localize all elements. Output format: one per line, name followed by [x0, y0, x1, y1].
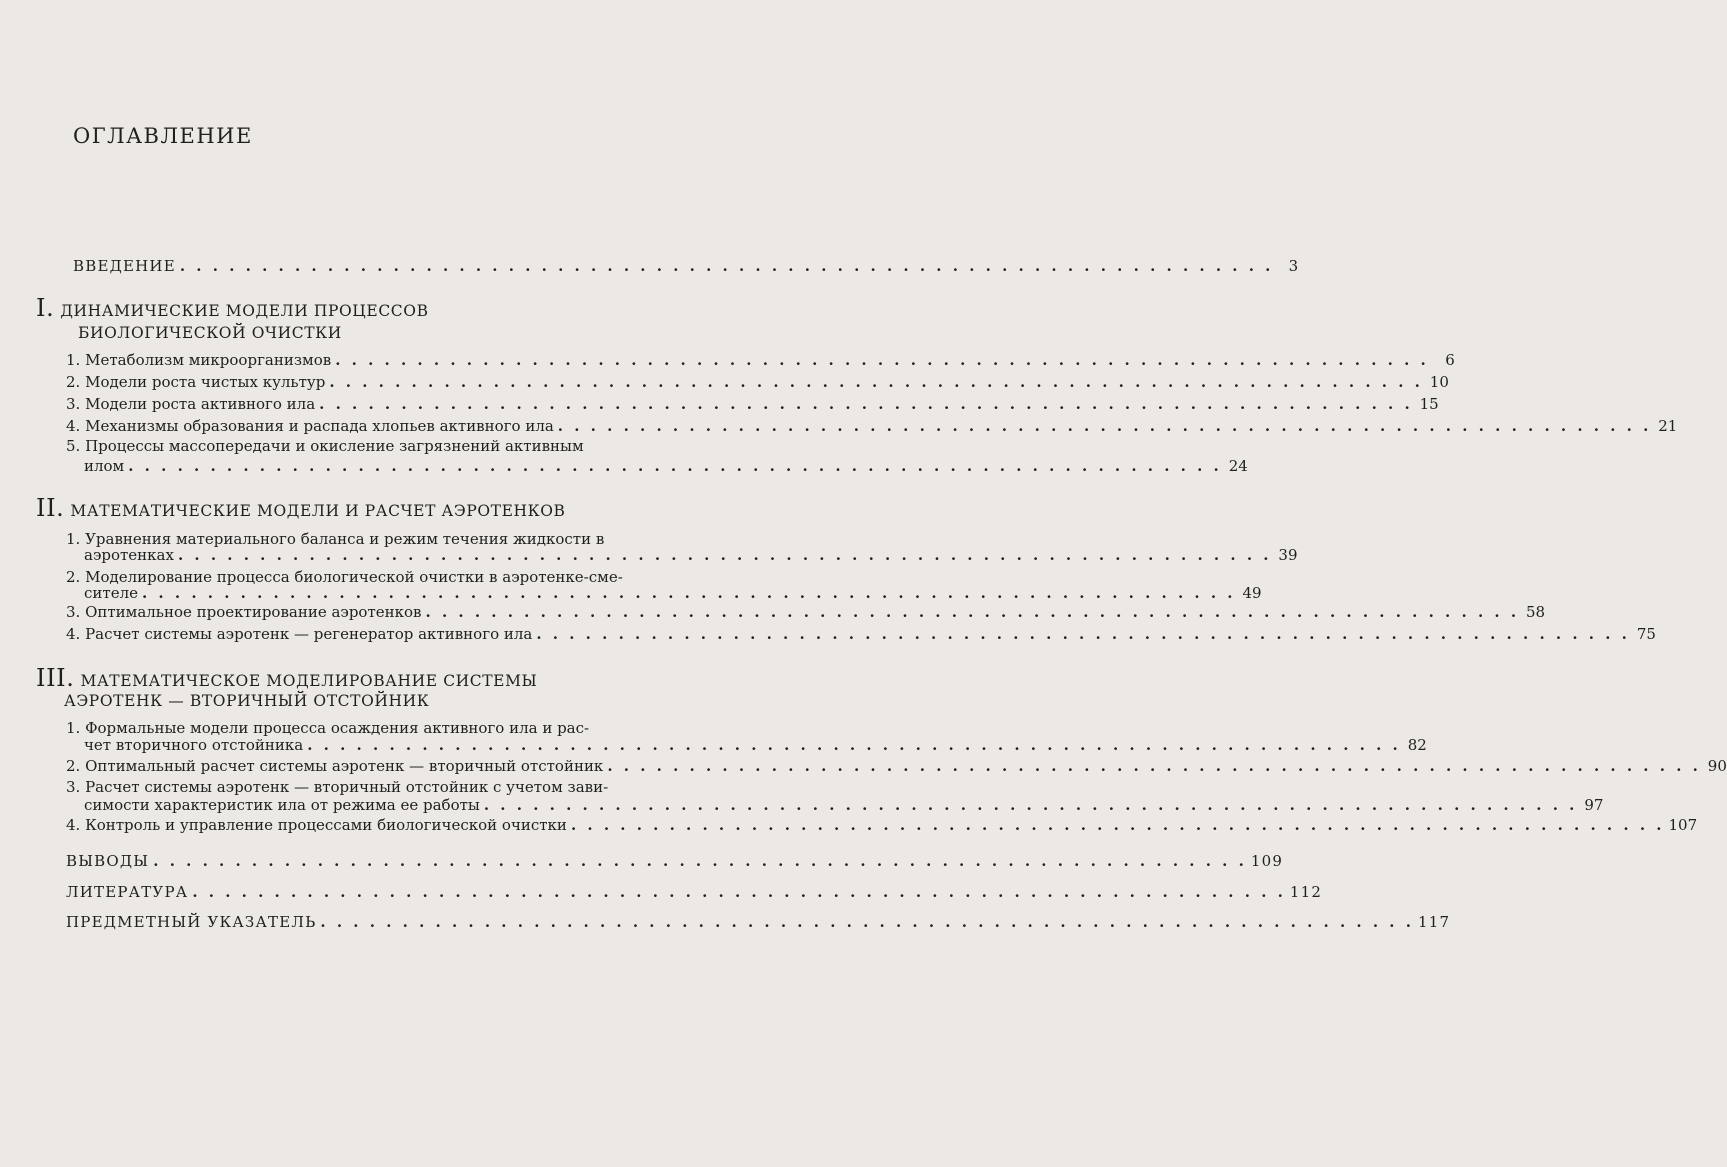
toc-entry	[84, 795, 1604, 816]
dot-leader: . . . . . . . . . . . . . . . . . . . . . . . . . . . . . . . . . . . . . . . . . . . . . . . . . . . . . . . . . . . . . . . . . . .	[177, 546, 1272, 564]
entry-label: аэротенках	[84, 546, 174, 564]
dot-leader: . . . . . . . . . . . . . . . . . . . . . . . . . . . . . . . . . . . . . . . . . . . . . . . . . . . . . . . . . . . . . . . . . . .	[192, 883, 1286, 901]
dot-leader: . . . . . . . . . . . . . . . . . . . . . . . . . . . . . . . . . . . . . . . . . . . . . . . . . . . . . . . . . . . . . . . . . . .	[425, 603, 1520, 621]
page-number: 15	[1419, 395, 1439, 413]
dot-leader: . . . . . . . . . . . . . . . . . . . . . . . . . . . . . . . . . . . . . . . . . . . . . . . . . . . . . . . . . . . . . . . . . . .	[570, 816, 1665, 834]
entry-label: 1. Метаболизм микроорганизмов	[66, 351, 332, 369]
dot-leader: . . . . . . . . . . . . . . . . . . . . . . . . . . . . . . . . . . . . . . . . . . . . . . . . . . . . . . . . . . . . . . . . . . .	[307, 736, 1401, 754]
toc-entry	[66, 416, 1678, 437]
page-number: 49	[1242, 584, 1262, 602]
toc-entry	[66, 815, 1698, 836]
page-title: ОГЛАВЛЕНИЕ	[73, 124, 253, 148]
section-heading-3	[36, 664, 537, 692]
entry-label-line1: 1. Формальные модели процесса осаждения активного ила и рас-	[66, 719, 590, 737]
toc-entry	[66, 756, 1727, 777]
section-heading-1	[36, 294, 429, 322]
dot-leader: . . . . . . . . . . . . . . . . . . . . . . . . . . . . . . . . . . . . . . . . . . . . . . . . . . . . . . . . . . . . . . . . . . .	[141, 584, 1236, 602]
entry-label: ЛИТЕРАТУРА	[66, 883, 189, 901]
page-number: 75	[1636, 625, 1656, 643]
page-number: 21	[1658, 417, 1678, 435]
section-heading-3-line2: АЭРОТЕНК — ВТОРИЧНЫЙ ОТСТОЙНИК	[64, 692, 430, 710]
entry-label-line1: 5. Процессы массопередачи и окисление загрязнений активным	[66, 437, 584, 455]
page-number: 90	[1707, 757, 1727, 775]
toc-entry-introduction	[73, 256, 1300, 277]
dot-leader: . . . . . . . . . . . . . . . . . . . . . . . . . . . . . . . . . . . . . . . . . . . . . . . . . . . . . . . . . . . . . . . . . . .	[335, 351, 1429, 369]
page-number: 6	[1445, 351, 1455, 369]
entry-label: 4. Расчет системы аэротенк — регенератор активного ила	[66, 625, 533, 643]
section-title-line1: МАТЕМАТИЧЕСКИЕ МОДЕЛИ И РАСЧЕТ АЭРОТЕНКОВ	[70, 502, 566, 520]
entry-label: илом	[84, 457, 125, 475]
toc-entry	[84, 583, 1262, 604]
entry-label-line1: 1. Уравнения материального баланса и режим течения жидкости в	[66, 530, 605, 548]
section-numeral: II.	[36, 494, 65, 522]
dot-leader: . . . . . . . . . . . . . . . . . . . . . . . . . . . . . . . . . . . . . . . . . . . . . . . . . . . . . . . . . . . . . . . . . . .	[329, 373, 1423, 391]
section-title-line1: ДИНАМИЧЕСКИЕ МОДЕЛИ ПРОЦЕССОВ	[60, 302, 429, 320]
entry-label: 2. Модели роста чистых культур	[66, 373, 326, 391]
toc-entry-conclusions	[66, 851, 1284, 872]
entry-label: 4. Контроль и управление процессами биологической очистки	[66, 816, 567, 834]
page-number: 117	[1417, 913, 1451, 931]
page-number: 10	[1429, 373, 1449, 391]
page-number: 109	[1250, 852, 1284, 870]
entry-label: 3. Оптимальное проектирование аэротенков	[66, 603, 422, 621]
entry-label: 3. Модели роста активного ила	[66, 395, 316, 413]
entry-label: симости характеристик ила от режима ее работы	[84, 796, 480, 814]
section-heading-1-line2: БИОЛОГИЧЕСКОЙ ОЧИСТКИ	[78, 324, 342, 342]
section-heading-2	[36, 494, 566, 522]
toc-entry	[66, 350, 1455, 371]
page-number: 24	[1228, 457, 1248, 475]
page-number: 112	[1289, 883, 1323, 901]
dot-leader: . . . . . . . . . . . . . . . . . . . . . . . . . . . . . . . . . . . . . . . . . . . . . . . . . . . . . . . . . . . . . . . . . . .	[607, 757, 1701, 775]
page-number: 82	[1407, 736, 1427, 754]
dot-leader: . . . . . . . . . . . . . . . . . . . . . . . . . . . . . . . . . . . . . . . . . . . . . . . . . . . . . . . . . . . . . . . . . . .	[536, 625, 1630, 643]
page-number: 58	[1525, 603, 1546, 621]
dot-leader: . . . . . . . . . . . . . . . . . . . . . . . . . . . . . . . . . . . . . . . . . . . . . . . . . . . . . . . . . . . . . . . . . . .	[128, 457, 1222, 475]
entry-label: ПРЕДМЕТНЫЙ УКАЗАТЕЛЬ	[66, 913, 317, 931]
section-numeral: III.	[36, 664, 75, 692]
entry-label-line1: 2. Моделирование процесса биологической очистки в аэротенке-сме-	[66, 568, 623, 586]
section-title-line1: МАТЕМАТИЧЕСКОЕ МОДЕЛИРОВАНИЕ СИСТЕМЫ	[80, 672, 538, 690]
page-number: 107	[1668, 816, 1698, 834]
toc-entry	[66, 602, 1546, 623]
entry-label-line1: 3. Расчет системы аэротенк — вторичный отстойник с учетом зави-	[66, 778, 609, 796]
page-number: 97	[1584, 796, 1604, 814]
toc-entry	[66, 624, 1656, 645]
entry-label: ВЫВОДЫ	[66, 852, 150, 870]
entry-label: 4. Механизмы образования и распада хлопьев активного ила	[66, 417, 554, 435]
toc-entry-literature	[66, 882, 1323, 903]
dot-leader: . . . . . . . . . . . . . . . . . . . . . . . . . . . . . . . . . . . . . . . . . . . . . . . . . . . . . . . . . . . . . . . . . . .	[153, 852, 1247, 870]
page-number: 39	[1278, 546, 1298, 564]
entry-label: чет вторичного отстойника	[84, 736, 304, 754]
toc-entry	[84, 545, 1298, 566]
page-number: 3	[1288, 257, 1300, 275]
toc-entry	[66, 372, 1449, 393]
dot-leader: . . . . . . . . . . . . . . . . . . . . . . . . . . . . . . . . . . . . . . . . . . . . . . . . . . . . . . . . . . . . . . . . . . .	[557, 417, 1652, 435]
entry-label: 2. Оптимальный расчет системы аэротенк — вторичный отстойник	[66, 757, 604, 775]
dot-leader: . . . . . . . . . . . . . . . . . . . . . . . . . . . . . . . . . . . . . . . . . . . . . . . . . . . . . . . . . . . . . . . . . . .	[320, 913, 1414, 931]
dot-leader: . . . . . . . . . . . . . . . . . . . . . . . . . . . . . . . . . . . . . . . . . . . . . . . . . . . . . . . . . . . . . . . . . . .	[483, 796, 1578, 814]
entry-label: ВВЕДЕНИЕ	[73, 257, 176, 275]
section-numeral: I.	[36, 294, 55, 322]
toc-entry	[84, 735, 1427, 756]
dot-leader: . . . . . . . . . . . . . . . . . . . . . . . . . . . . . . . . . . . . . . . . . . . . . . . . . . . . . . . . . . . . . . . . . . .	[179, 257, 1274, 275]
toc-entry	[66, 394, 1439, 415]
entry-label: сителе	[84, 584, 138, 602]
toc-entry	[84, 456, 1248, 477]
toc-entry-subject-index	[66, 912, 1451, 933]
dot-leader: . . . . . . . . . . . . . . . . . . . . . . . . . . . . . . . . . . . . . . . . . . . . . . . . . . . . . . . . . . . . . . . . . . .	[319, 395, 1413, 413]
